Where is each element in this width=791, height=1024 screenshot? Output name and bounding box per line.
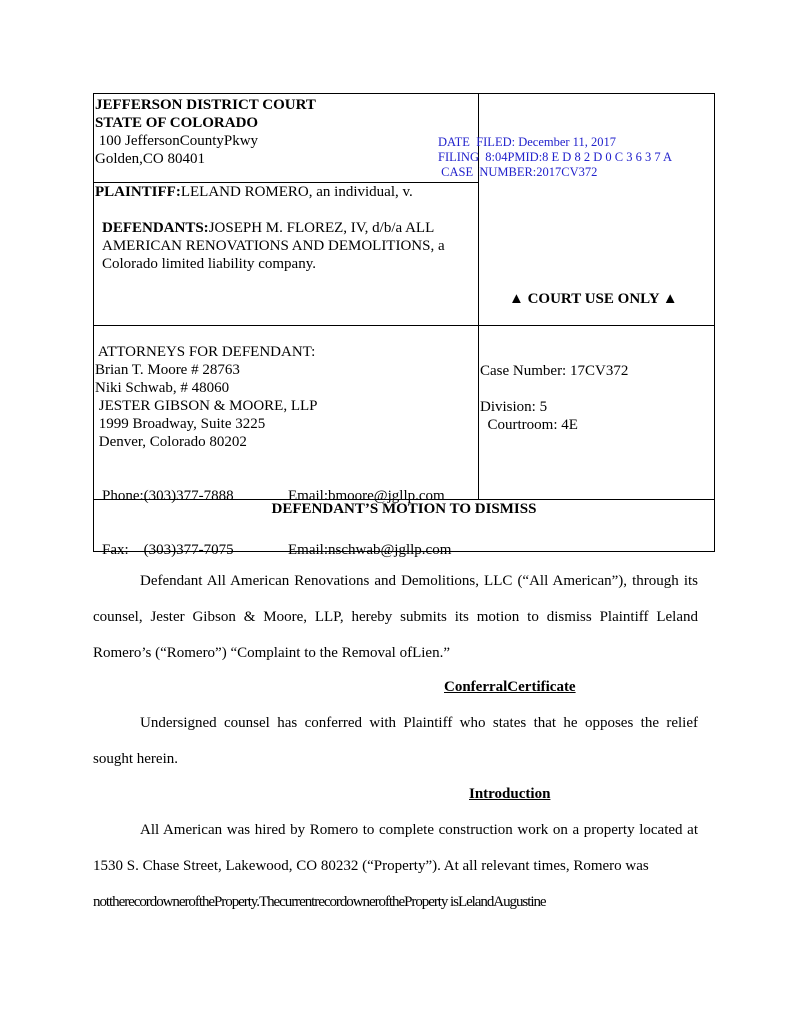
firm-city: Denver, Colorado 80202: [95, 434, 247, 450]
division: Division: 5: [480, 399, 548, 415]
court-use-cell: [479, 94, 715, 326]
court-info-cell: [94, 94, 673, 183]
plaintiff-line: [95, 183, 413, 201]
plaintiff-label: PLAINTIFF:: [95, 184, 181, 200]
case-number: Case Number: 17CV372: [480, 363, 629, 379]
court-name: JEFFERSON DISTRICT COURT: [95, 97, 316, 113]
case-info-cell: [479, 326, 715, 500]
fax-number: Fax: (303)377-7075: [102, 542, 234, 558]
case-info-spacer: [480, 380, 628, 398]
phone-number: Phone:(303)377-7888: [102, 488, 234, 504]
conferral-heading: ConferralCertificate: [444, 679, 576, 695]
law-firm-name: JESTER GIBSON & MOORE, LLP: [95, 398, 318, 414]
attorney-lines: [95, 343, 318, 451]
firm-street: 1999 Broadway, Suite 3225: [95, 416, 266, 432]
state-name: STATE OF COLORADO: [95, 115, 259, 131]
email-2: Email:nschwab@jgllp.com: [288, 542, 452, 558]
document-title: DEFENDANT’S MOTION TO DISMISS: [94, 500, 715, 552]
case-info: [480, 362, 628, 434]
defendants-block: [102, 219, 472, 273]
plaintiff-text: LELAND ROMERO, an individual, v.: [180, 184, 413, 200]
attorneys-heading: ATTORNEYS FOR DEFENDANT:: [95, 344, 316, 360]
introduction-heading: Introduction: [469, 786, 551, 802]
attorney-name-1: Brian T. Moore # 28763: [95, 362, 240, 378]
parties-cell: [94, 183, 479, 326]
case-caption-table: [93, 93, 715, 558]
courtroom: Courtroom: 4E: [480, 417, 578, 433]
intro-paragraph: Defendant All American Renovations and Demolitions, LLC (“All American”), through its counsel, Jester Gibson & Moore, LLP, hereby submits its motion to dismiss Plaintiff Leland Romero’s (“Romero”) “Complaint to the Removal ofLien.”: [93, 573, 698, 661]
court-address-line2: Golden,CO 80401: [95, 151, 205, 167]
court-address-line1: 100 JeffersonCountyPkwy: [95, 133, 259, 149]
defendants-label: DEFENDANTS:: [102, 220, 209, 236]
condensed-text-line: nottherecordowneroftheProperty.ThecurrentrecordowneroftheProperty isLelandAugustine: [93, 894, 546, 910]
email-1: Email:bmoore@jgllp.com: [288, 488, 445, 504]
court-block: [95, 96, 316, 168]
attorney-name-2: Niki Schwab, # 48060: [95, 380, 230, 396]
court-use-only-label: ▲ COURT USE ONLY ▲: [509, 291, 678, 307]
conferral-paragraph: Undersigned counsel has conferred with Plaintiff who states that he opposes the relief sought herein.: [93, 715, 698, 767]
introduction-paragraph: All American was hired by Romero to complete construction work on a property located at 1530 S. Chase Street, Lakewood, CO 80232 (“Property”). At all relevant times, Romero was: [93, 822, 698, 874]
efile-stamp: DATE FILED: December 11, 2017 FILING 8:04PMID:8 E D 8 2 D 0 C 3 6 3 7 A CASE NUMBER:2017CV372: [438, 135, 673, 179]
defendants-text: JOSEPH M. FLOREZ, IV, d/b/a ALL AMERICAN RENOVATIONS AND DEMOLITIONS, a Colorado limited liability company.: [102, 220, 445, 272]
